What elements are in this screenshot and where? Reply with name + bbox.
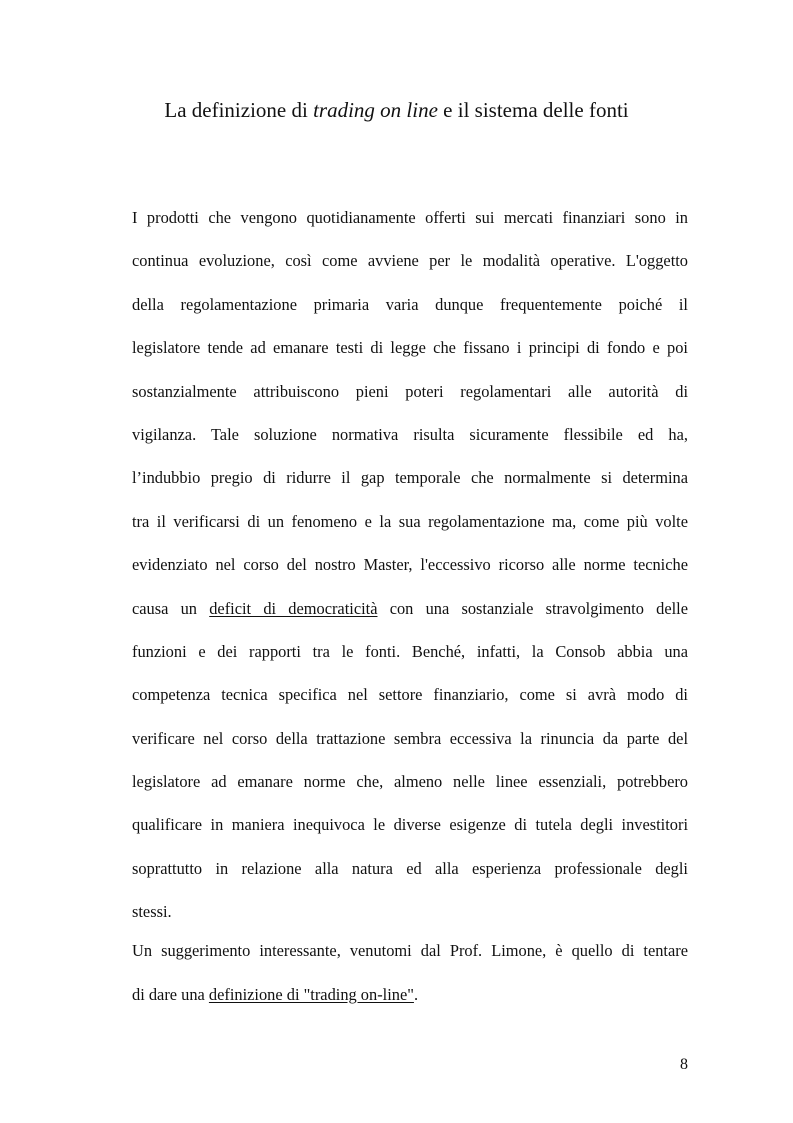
deficit-di-democraticita-link[interactable]: deficit di democraticità bbox=[209, 598, 378, 618]
paragraph-2-line-2 bbox=[132, 983, 688, 1026]
title-part-2: e il sistema delle fonti bbox=[437, 98, 629, 122]
paragraph-1-line-1: I prodotti che vengono quotidianamente offerti sui mercati finanziari sono in bbox=[132, 208, 688, 227]
paragraph-1-line-12: competenza tecnica specifica nel settore finanziario, come si avrà modo di bbox=[132, 685, 688, 705]
paragraph-1-line-8: tra il verificarsi di un fenomeno e la sua regolamentazione ma, come più volte bbox=[132, 511, 688, 531]
paragraph-1-line-5: sostanzialmente attribuiscono pieni poteri regolamentari alle autorità di bbox=[132, 381, 688, 401]
paragraph-1-line-2: continua evoluzione, così come avviene per le modalità operative. L'oggetto bbox=[132, 251, 688, 271]
paragraph-1-line-7: l’indubbio pregio di ridurre il gap temporale che normalmente si determina bbox=[132, 468, 688, 488]
line-10-text-after: con una sostanziale stravolgimento delle bbox=[377, 598, 688, 618]
paragraph-1-line-11: funzioni e dei rapporti tra le fonti. Benché, infatti, la Consob abbia una bbox=[132, 641, 688, 661]
paragraph-1-line-17: stessi. bbox=[132, 902, 172, 922]
paragraph-2-text-before: di dare una bbox=[132, 984, 209, 1004]
line-10-text-before: causa un bbox=[132, 598, 210, 618]
paragraph-1-line-4: legislatore tende ad emanare testi di legge che fissano i principi di fondo e poi bbox=[132, 338, 688, 358]
title-italic-term: trading on line bbox=[313, 98, 438, 122]
page-title bbox=[0, 96, 793, 124]
paragraph-2-line-1: Un suggerimento interessante, venutomi dal Prof. Limone, è quello di tentare bbox=[132, 941, 688, 961]
paragraph-1-line-13: verificare nel corso della trattazione sembra eccessiva la rinuncia da parte del bbox=[132, 728, 688, 748]
definizione-trading-on-line-link[interactable]: definizione di "trading on-line" bbox=[208, 984, 414, 1004]
paragraph-1-line-14: legislatore ad emanare norme che, almeno nelle linee essenziali, potrebbero bbox=[132, 772, 688, 792]
body-text bbox=[132, 206, 688, 1026]
paragraph-1-line-10 bbox=[132, 597, 688, 640]
paragraph-2-text-after: . bbox=[413, 984, 419, 1004]
title-part-1: La definizione di bbox=[164, 98, 314, 122]
paragraph-1-line-3: della regolamentazione primaria varia dunque frequentemente poiché il bbox=[132, 294, 688, 314]
paragraph-1-line-6: vigilanza. Tale soluzione normativa risulta sicuramente flessibile ed ha, bbox=[132, 424, 688, 444]
paragraph-1-line-9: evidenziato nel corso del nostro Master, l'eccessivo ricorso alle norme tecniche bbox=[132, 555, 688, 575]
paragraph-1-line-16: soprattutto in relazione alla natura ed alla esperienza professionale degli bbox=[132, 858, 688, 878]
paragraph-1-line-15: qualificare in maniera inequivoca le diverse esigenze di tutela degli investitori bbox=[132, 815, 688, 835]
page-number: 8 bbox=[680, 1056, 688, 1073]
